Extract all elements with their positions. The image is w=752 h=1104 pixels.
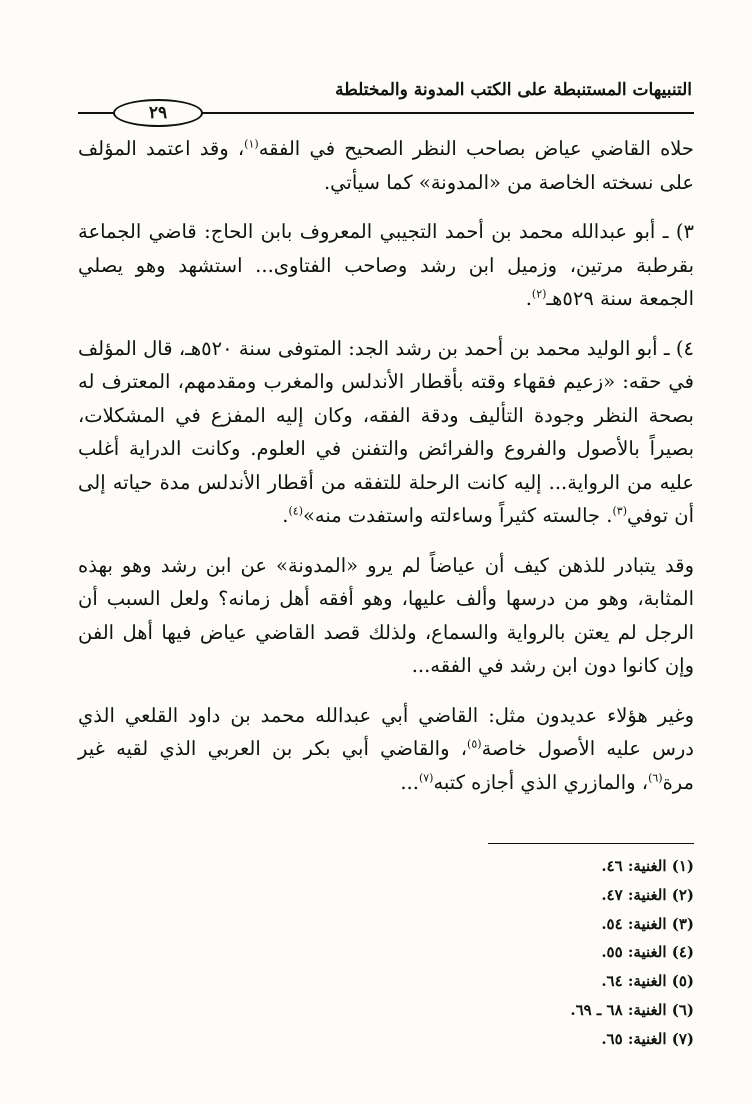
paragraph-text: ... [400, 770, 419, 794]
paragraph [78, 549, 694, 683]
body-text [78, 132, 694, 815]
footnote: (١) الغنية: ٤٦. [601, 857, 694, 875]
footnote: (٥) الغنية: ٦٤. [601, 972, 694, 991]
paragraph-text: ٤) ـ أبو الوليد محمد بن أحمد بن رشد الجد: المتوفى سنة ٥٢٠هـ، قال المؤلف في حقه: «زعيم فقهاء وقته بأقطار الأندلس والمغرب ومقدمهم، المعترف له بصحة النظر وجودة التأليف ودقة الفقه، وكان إليه المفزع في المشكلات، بصيراً بالأصول والفروع والفرائض والتفنن في العلوم. وكانت الدراية أغلب عليه من الرواية... إليه كانت الرحلة للتفقه من أقطار الأندلس مدة حياته إلى أن توفي [78, 336, 694, 527]
footnote-reference: (٢) [531, 287, 547, 301]
paragraph-text: . [282, 504, 289, 527]
paragraph [78, 215, 694, 316]
paragraph-text: ، والقاضي أبي بكر بن العربي الذي لقيه غير مرة [78, 737, 694, 794]
footnote-reference: (٦) [648, 771, 663, 784]
paragraph-text: ٣) ـ أبو عبدالله محمد بن أحمد التجيبي المعروف بابن الحاج: قاضي الجماعة بقرطبة مرتين، وزميل ابن رشد وصاحب الفتاوى... استشهد وهو يصلي الجمعة سنة ٥٢٩هـ [78, 220, 694, 310]
footnote-reference: (٥) [467, 737, 482, 751]
footnote: (٣) الغنية: ٥٤. [601, 914, 694, 933]
paragraph [78, 332, 694, 533]
footnote: (٤) الغنية: ٥٥. [601, 943, 694, 962]
footnote-reference: (٤) [288, 504, 303, 518]
footnote: (٦) الغنية: ٦٨ ـ ٦٩. [570, 1000, 694, 1019]
footnote: (٢) الغنية: ٤٧. [601, 885, 694, 904]
paragraph-text: وقد يتبادر للذهن كيف أن عياضاً لم يرو «المدونة» عن ابن رشد وهو بهذه المثابة، وهو من درسها وألف عليها، وهو أفقه أهل زمانه؟ ولعل السبب أن الرجل لم يعتن بالرواية والسماع، ولذلك قصد القاضي عياض فيها أهل الفن وإن كانوا دون ابن رشد في الفقه... [78, 553, 694, 677]
footnote-reference: (٧) [418, 771, 434, 784]
footnote-reference: (١) [244, 137, 259, 151]
paragraph-text: وغير هؤلاء عديدون مثل: القاضي أبي عبدالله محمد بن داود القلعي الذي درس عليه الأصول خاصة [78, 703, 694, 760]
running-header: التنبيهات المستنبطة على الكتب المدونة والمختلطة [335, 80, 692, 100]
paragraph [78, 699, 694, 800]
paragraph-text: . [525, 287, 532, 310]
footnote-rule [488, 843, 694, 844]
footnotes [294, 852, 694, 1054]
paragraph-text: ، والمازري الذي أجازه كتبه [433, 770, 649, 794]
paragraph-text: حلاه القاضي عياض بصاحب النظر الصحيح في الفقه [258, 137, 694, 160]
footnote-reference: (٣) [612, 504, 627, 518]
paragraph-text: ، وقد اعتمد المؤلف على نسخته الخاصة من «المدونة» كما سيأتي. [78, 137, 694, 194]
page-number: ٢٩ [113, 99, 203, 127]
footnote: (٧) الغنية: ٦٥. [601, 1029, 694, 1048]
paragraph [78, 132, 694, 199]
paragraph-text: . جالسته كثيراً وساءلته واستفدت منه» [303, 504, 613, 527]
